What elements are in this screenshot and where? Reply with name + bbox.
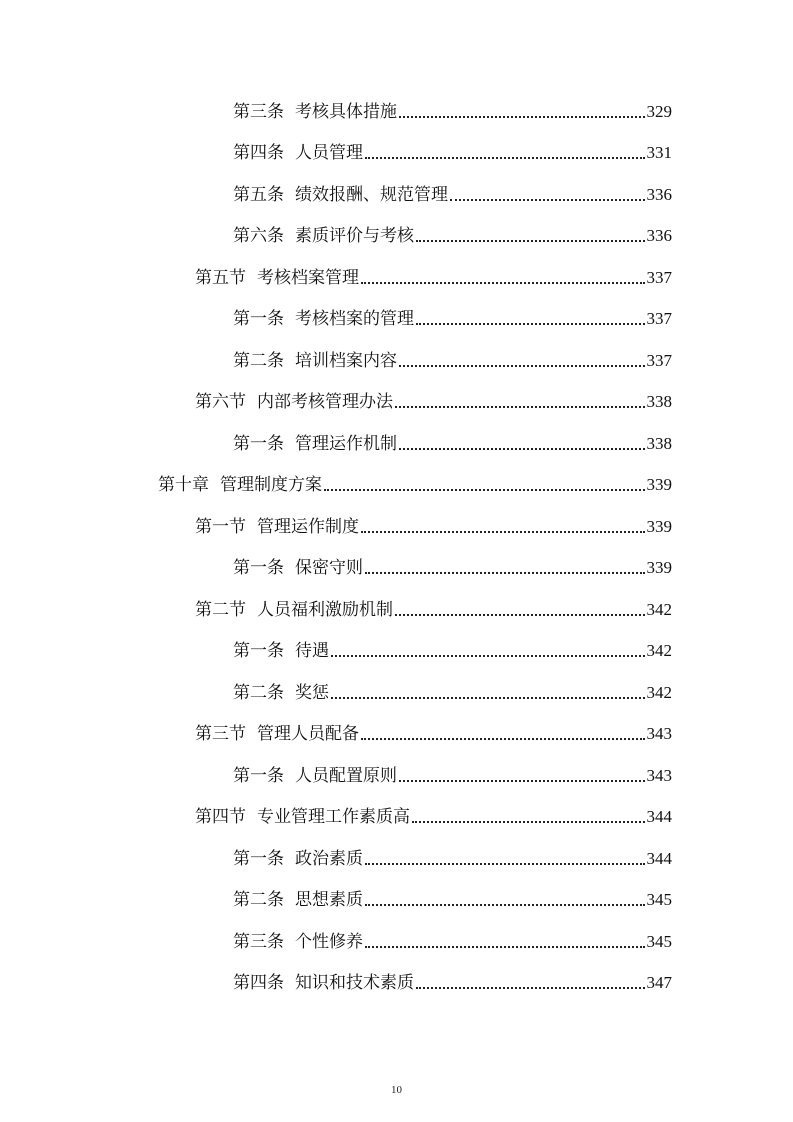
toc-entry[interactable] bbox=[0, 842, 672, 870]
toc-entry-number: 第一条 bbox=[233, 641, 284, 661]
dot-leader bbox=[365, 946, 645, 948]
toc-entry-number: 第六条 bbox=[233, 226, 284, 246]
toc-entry-number: 第一条 bbox=[233, 309, 284, 329]
toc-entry-page: 344 bbox=[646, 807, 672, 826]
toc-entry-number: 第二节 bbox=[195, 600, 246, 620]
toc-entry-title: 知识和技术素质 bbox=[295, 973, 414, 993]
toc-entry-number: 第四条 bbox=[233, 143, 284, 163]
dot-leader bbox=[395, 406, 645, 408]
toc-entry[interactable] bbox=[0, 676, 672, 704]
toc-entry-title: 素质评价与考核 bbox=[295, 226, 414, 246]
toc-entry-number: 第六节 bbox=[195, 392, 246, 412]
toc-entry-page: 337 bbox=[646, 351, 672, 370]
toc-entry-number: 第三节 bbox=[195, 724, 246, 744]
toc-entry[interactable] bbox=[0, 634, 672, 662]
toc-entry-number: 第一条 bbox=[233, 849, 284, 869]
toc-entry-number: 第二条 bbox=[233, 890, 284, 910]
toc-entry-page: 338 bbox=[646, 434, 672, 453]
toc-entry-title: 专业管理工作素质高 bbox=[257, 807, 410, 827]
toc-entry[interactable] bbox=[0, 468, 672, 496]
dot-leader bbox=[399, 116, 645, 118]
toc-entry-page: 347 bbox=[646, 973, 672, 992]
dot-leader bbox=[331, 697, 645, 699]
toc-entry-page: 344 bbox=[646, 849, 672, 868]
toc-entry[interactable] bbox=[0, 344, 672, 372]
toc-entry-number: 第一条 bbox=[233, 558, 284, 578]
toc-entry[interactable] bbox=[0, 883, 672, 911]
toc-entry-number: 第五条 bbox=[233, 185, 284, 205]
toc-entry[interactable] bbox=[0, 925, 672, 953]
toc-entry[interactable] bbox=[0, 510, 672, 538]
dot-leader bbox=[361, 531, 645, 533]
toc-entry-page: 336 bbox=[646, 226, 672, 245]
toc-entry[interactable] bbox=[0, 966, 672, 994]
dot-leader bbox=[361, 738, 645, 740]
toc-entry[interactable] bbox=[0, 95, 672, 123]
toc-entry[interactable] bbox=[0, 136, 672, 164]
toc-entry-title: 内部考核管理办法 bbox=[257, 392, 393, 412]
toc-entry-title: 人员福利激励机制 bbox=[257, 600, 393, 620]
toc-entry-title: 待遇 bbox=[295, 641, 329, 661]
dot-leader bbox=[416, 987, 645, 989]
toc-entry-page: 342 bbox=[646, 641, 672, 660]
toc-entry[interactable] bbox=[0, 302, 672, 330]
dot-leader bbox=[399, 448, 645, 450]
toc-entry-title: 思想素质 bbox=[295, 890, 363, 910]
toc-entry[interactable] bbox=[0, 800, 672, 828]
dot-leader bbox=[395, 614, 645, 616]
toc-entry-page: 338 bbox=[646, 392, 672, 411]
dot-leader bbox=[416, 240, 645, 242]
toc-entry-number: 第四条 bbox=[233, 973, 284, 993]
toc-entry-number: 第二条 bbox=[233, 351, 284, 371]
toc-entry[interactable] bbox=[0, 593, 672, 621]
toc-entry-page: 343 bbox=[646, 724, 672, 743]
dot-leader bbox=[365, 863, 645, 865]
toc-entry-page: 331 bbox=[646, 143, 672, 162]
toc-entry-title: 政治素质 bbox=[295, 849, 363, 869]
toc-entry-title: 培训档案内容 bbox=[295, 351, 397, 371]
toc-entry[interactable] bbox=[0, 759, 672, 787]
dot-leader bbox=[416, 323, 645, 325]
toc-entry[interactable] bbox=[0, 551, 672, 579]
toc-entry-page: 329 bbox=[646, 102, 672, 121]
toc-entry-title: 绩效报酬、规范管理 bbox=[295, 185, 448, 205]
toc-entry-number: 第五节 bbox=[195, 268, 246, 288]
toc-entry-number: 第一条 bbox=[233, 434, 284, 454]
dot-leader bbox=[412, 821, 645, 823]
dot-leader bbox=[365, 572, 645, 574]
toc-entry[interactable] bbox=[0, 178, 672, 206]
toc-entry-title: 管理运作制度 bbox=[257, 517, 359, 537]
toc-entry-title: 考核档案的管理 bbox=[295, 309, 414, 329]
toc-entry-number: 第三条 bbox=[233, 932, 284, 952]
dot-leader bbox=[365, 904, 645, 906]
toc-entry-page: 337 bbox=[646, 268, 672, 287]
dot-leader bbox=[399, 780, 645, 782]
toc-entry-title: 管理制度方案 bbox=[220, 475, 322, 495]
toc-entry-title: 人员配置原则 bbox=[295, 766, 397, 786]
page-number: 10 bbox=[391, 1084, 402, 1096]
dot-leader bbox=[361, 282, 645, 284]
toc-entry-title: 个性修养 bbox=[295, 932, 363, 952]
toc-entry-title: 考核具体措施 bbox=[295, 102, 397, 122]
toc-entry-title: 保密守则 bbox=[295, 558, 363, 578]
dot-leader bbox=[450, 199, 645, 201]
toc-entry[interactable] bbox=[0, 219, 672, 247]
dot-leader bbox=[331, 655, 645, 657]
toc-entry-page: 345 bbox=[646, 932, 672, 951]
toc-entry-page: 342 bbox=[646, 683, 672, 702]
dot-leader bbox=[399, 365, 645, 367]
toc-entry[interactable] bbox=[0, 385, 672, 413]
toc-entry-number: 第十章 bbox=[158, 475, 209, 495]
toc-entry[interactable] bbox=[0, 427, 672, 455]
toc-entry-number: 第三条 bbox=[233, 102, 284, 122]
toc-entry-page: 336 bbox=[646, 185, 672, 204]
toc-entry-number: 第二条 bbox=[233, 683, 284, 703]
toc-entry-title: 奖惩 bbox=[295, 683, 329, 703]
toc-entry[interactable] bbox=[0, 717, 672, 745]
toc-entry-page: 342 bbox=[646, 600, 672, 619]
toc-entry-number: 第一条 bbox=[233, 766, 284, 786]
toc-entry-page: 337 bbox=[646, 309, 672, 328]
toc-entry-title: 管理运作机制 bbox=[295, 434, 397, 454]
toc-entry-title: 人员管理 bbox=[295, 143, 363, 163]
toc-entry-page: 345 bbox=[646, 890, 672, 909]
toc-entry-page: 339 bbox=[646, 475, 672, 494]
toc-entry-page: 339 bbox=[646, 558, 672, 577]
toc-entry-title: 管理人员配备 bbox=[257, 724, 359, 744]
toc-entry[interactable] bbox=[0, 261, 672, 289]
toc-entry-page: 339 bbox=[646, 517, 672, 536]
toc-entry-number: 第一节 bbox=[195, 517, 246, 537]
toc-entry-page: 343 bbox=[646, 766, 672, 785]
dot-leader bbox=[365, 157, 645, 159]
toc-entry-number: 第四节 bbox=[195, 807, 246, 827]
dot-leader bbox=[324, 489, 645, 491]
toc-entry-title: 考核档案管理 bbox=[257, 268, 359, 288]
